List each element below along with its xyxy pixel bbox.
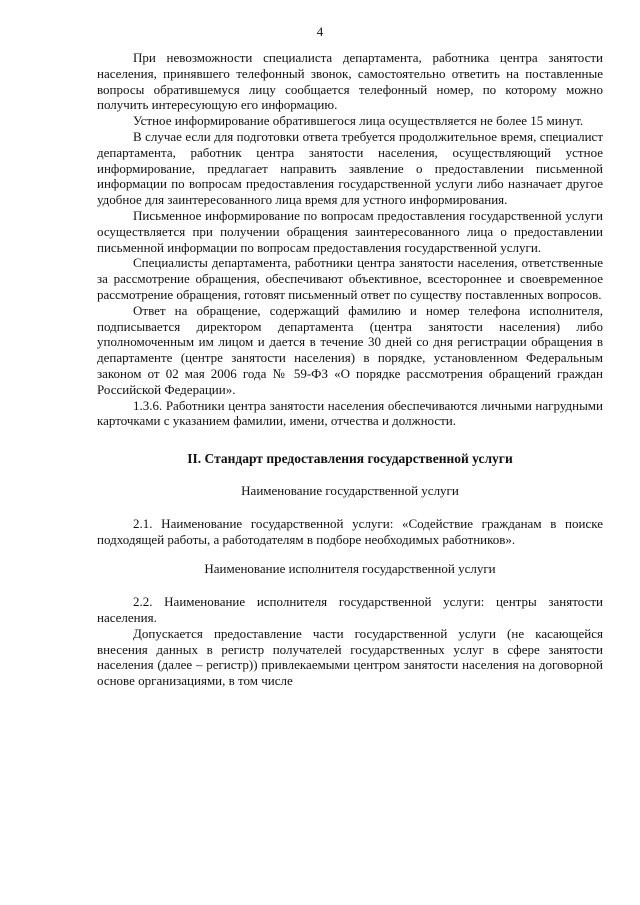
paragraph: Специалисты департамента, работники центра занятости населения, ответственные за рассмотрение обращения, обеспечивают объективное, всестороннее и своевременное рассмотрение обращения, готовят письменный ответ по существу поставленных вопросов.: [97, 255, 603, 302]
subheading: Наименование государственной услуги: [241, 482, 459, 498]
paragraph: Допускается предоставление части государственной услуги (не касающейся внесения данных в регистр получателей государственных услуг в сфере занятости населения (далее – регистр)) привлекаемыми центром занятости населения на договорной основе организациями, в том числе: [97, 625, 603, 689]
paragraph: В случае если для подготовки ответа требуется продолжительное время, специалист департамента, работник центра занятости населения, осуществляющий устное информирование, предлагает направить заявление о предоставлении письменной информации по вопросам предоставления государственной услуги либо назначает другое удобное для заинтересованного лица время для устного информирования.: [97, 128, 603, 208]
paragraph: 1.3.6. Работники центра занятости населения обеспечиваются личными нагрудными карточками с указанием фамилии, имени, отчества и должности.: [97, 397, 603, 429]
document-body: [97, 50, 603, 689]
paragraph: Устное информирование обратившегося лица осуществляется не более 15 минут.: [133, 113, 584, 129]
paragraph: 2.2. Наименование исполнителя государственной услуги: центры занятости населения.: [97, 594, 603, 625]
page-number: 4: [316, 24, 324, 39]
section-title: II. Стандарт предоставления государственной услуги: [187, 451, 513, 467]
subheading: Наименование исполнителя государственной услуги: [204, 561, 496, 577]
paragraph: 2.1. Наименование государственной услуги: «Содействие гражданам в поиске подходящей работы, а работодателям в подборе необходимых работников».: [97, 515, 603, 547]
paragraph: Ответ на обращение, содержащий фамилию и номер телефона исполнителя, подписывается директором департамента (центра занятости населения) либо уполномоченным им лицом и дается в течение 30 дней со дня регистрации обращения в департаменте (центре занятости населения) в порядке, установленном Федеральным законом от 02 мая 2006 года № 59-ФЗ «О порядке рассмотрения обращений граждан Российской Федерации».: [97, 302, 603, 397]
paragraph: Письменное информирование по вопросам предоставления государственной услуги осуществляется при получении обращения заинтересованного лица о предоставлении письменной информации по вопросам предоставления государственной услуги.: [97, 207, 603, 255]
paragraph: При невозможности специалиста департамента, работника центра занятости населения, принявшего телефонный звонок, самостоятельно ответить на поставленные вопросы обратившемуся лицу сообщается телефонный номер, по которому можно получить интересующую его информацию.: [97, 50, 603, 113]
